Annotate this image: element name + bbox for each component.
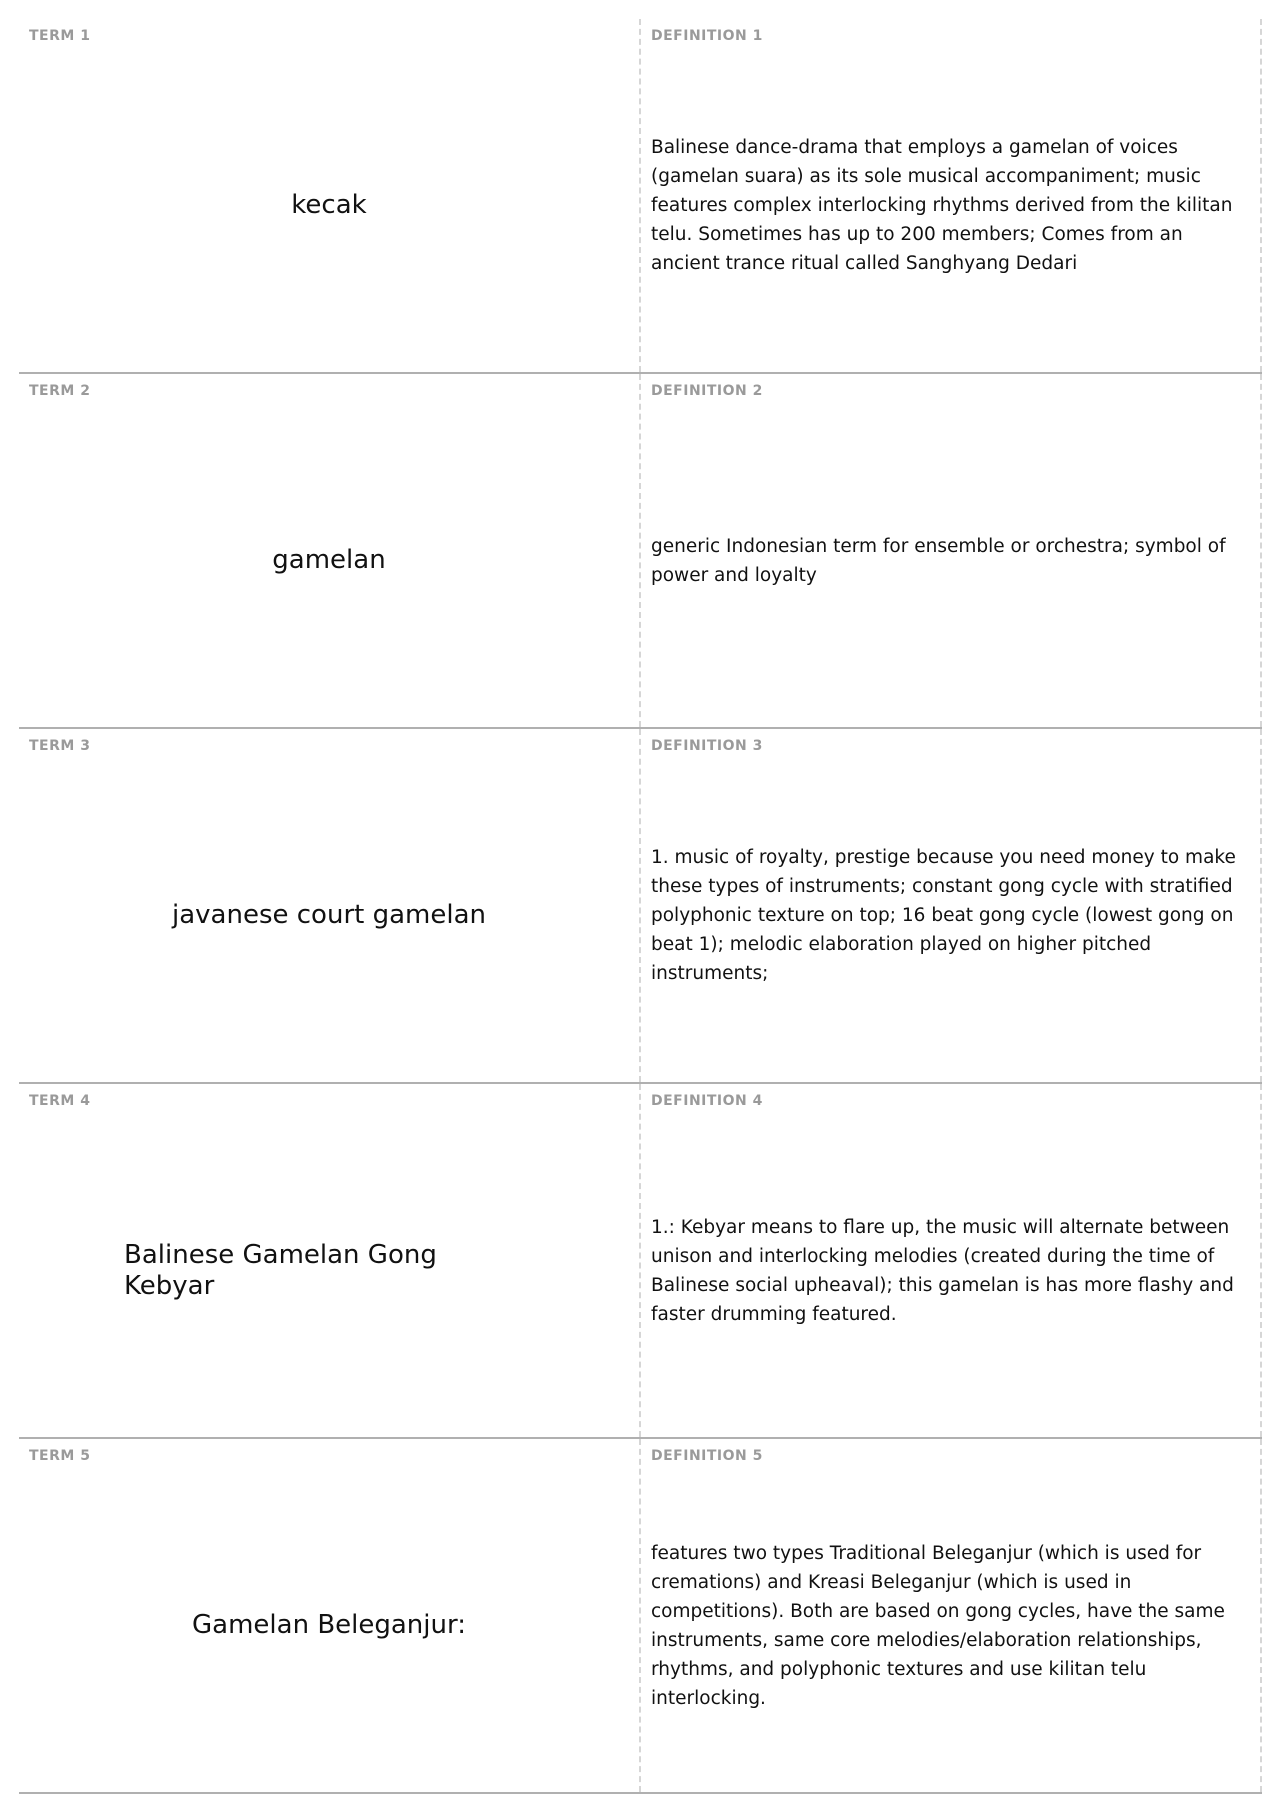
term-cell-1 xyxy=(19,19,641,372)
term-label-3: TERM 3 xyxy=(29,738,91,754)
term-1: kecak xyxy=(291,190,367,220)
definition-2: generic Indonesian term for ensemble or orchestra; symbol of power and loyalty xyxy=(651,535,1226,586)
term-text-1 xyxy=(59,59,599,352)
term-text-4 xyxy=(124,1124,479,1417)
flashcard-4 xyxy=(19,1084,1262,1439)
definition-cell-5 xyxy=(641,1439,1262,1792)
definition-3: 1. music of royalty, prestige because you need money to make these types of instruments; constant gong cycle with stratified polyphonic texture on top; 16 beat gong cycle (lowest gong on beat 1); melodic elaboration played on higher pitched instruments; xyxy=(651,847,1236,984)
term-text-2 xyxy=(59,414,599,707)
term-5: Gamelan Beleganjur: xyxy=(192,1610,466,1640)
definition-cell-2 xyxy=(641,374,1262,727)
definition-4: 1.: Kebyar means to flare up, the music will alternate between unison and interlocking melodies (created during the time of Balinese social upheaval); this gamelan is has more flashy and faster drumming featured. xyxy=(651,1216,1234,1325)
term-cell-4 xyxy=(19,1084,641,1437)
definition-label-5: DEFINITION 5 xyxy=(651,1448,763,1464)
definition-label-3: DEFINITION 3 xyxy=(651,738,763,754)
definition-cell-3 xyxy=(641,729,1262,1082)
term-cell-2 xyxy=(19,374,641,727)
definition-text-5 xyxy=(651,1479,1252,1772)
term-label-2: TERM 2 xyxy=(29,383,91,399)
definition-5: features two types Traditional Beleganjur (which is used for cremations) and Kreasi Beleganjur (which is used in competitions). Both are based on gong cycles, have the same instruments, same core melodies/elaboration relationships, rhythms, and polyphonic textures and use kilitan telu interlocking. xyxy=(651,1542,1225,1709)
definition-text-3 xyxy=(651,769,1252,1062)
term-2: gamelan xyxy=(272,545,386,575)
definition-label-4: DEFINITION 4 xyxy=(651,1093,763,1109)
definition-label-2: DEFINITION 2 xyxy=(651,383,763,399)
flashcard-3 xyxy=(19,729,1262,1084)
term-label-1: TERM 1 xyxy=(29,28,91,44)
definition-1: Balinese dance-drama that employs a gamelan of voices (gamelan suara) as its sole musical accompaniment; music features complex interlocking rhythms derived from the kilitan telu. Sometimes has up to 200 members; Comes from an ancient trance ritual called Sanghyang Dedari xyxy=(651,137,1233,274)
definition-cell-4 xyxy=(641,1084,1262,1437)
term-4: Balinese Gamelan Gong Kebyar xyxy=(124,1239,437,1301)
term-text-3 xyxy=(59,769,599,1062)
definition-text-4 xyxy=(651,1124,1252,1417)
definition-text-2 xyxy=(651,414,1252,707)
term-cell-5 xyxy=(19,1439,641,1792)
flashcard-1 xyxy=(19,19,1262,374)
definition-label-1: DEFINITION 1 xyxy=(651,28,763,44)
term-text-5 xyxy=(59,1479,599,1772)
term-label-5: TERM 5 xyxy=(29,1448,91,1464)
term-label-4: TERM 4 xyxy=(29,1093,91,1109)
term-cell-3 xyxy=(19,729,641,1082)
flashcard-2 xyxy=(19,374,1262,729)
definition-cell-1 xyxy=(641,19,1262,372)
term-3: javanese court gamelan xyxy=(172,900,486,930)
definition-text-1 xyxy=(651,59,1252,352)
flashcard-5 xyxy=(19,1439,1262,1794)
